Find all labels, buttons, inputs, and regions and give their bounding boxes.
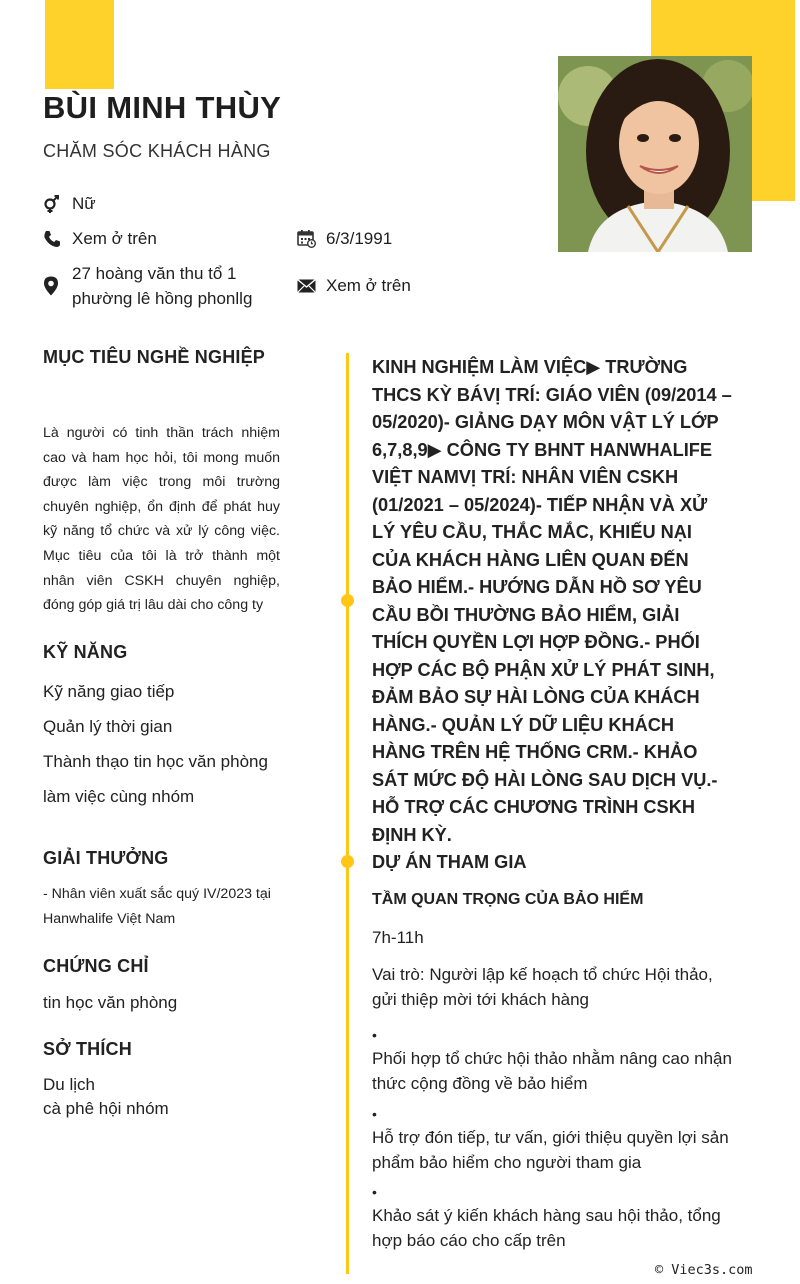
birthday-row xyxy=(297,226,392,251)
email-row xyxy=(297,273,411,298)
project-task-text: Hỗ trợ đón tiếp, tư vấn, giới thiệu quyền lợi sản phẩm bảo hiểm cho người tham gia xyxy=(372,1128,729,1172)
project-task-text: Khảo sát ý kiến khách hàng sau hội thảo, tổng hợp báo cáo cho cấp trên xyxy=(372,1206,721,1250)
calendar-icon xyxy=(297,226,317,251)
phone-icon xyxy=(43,226,63,251)
footer-watermark: © Viec3s.com xyxy=(655,1262,753,1278)
address-line-1: 27 hoàng văn thu tổ 1 xyxy=(72,264,237,283)
birthday-value: 6/3/1991 xyxy=(326,229,393,248)
hobby-item: Du lịch xyxy=(43,1075,95,1094)
project-task xyxy=(372,1102,732,1175)
email-value: Xem ở trên xyxy=(326,276,411,295)
profile-photo xyxy=(558,56,752,252)
award-text: - Nhân viên xuất sắc quý IV/2023 tại Hanwhalife Việt Nam xyxy=(43,886,271,927)
certificate-text: tin học văn phòng xyxy=(43,993,178,1012)
bullet-symbol: • xyxy=(372,1106,377,1122)
hobby-item: cà phê hội nhóm xyxy=(43,1099,169,1118)
mail-icon xyxy=(297,273,317,298)
objective-heading: MỤC TIÊU NGHỀ NGHIỆP xyxy=(43,347,266,367)
bullet-symbol: • xyxy=(372,1184,377,1200)
location-pin-icon xyxy=(43,261,63,311)
project-role: Vai trò: Người lập kế hoạch tổ chức Hội thảo, gửi thiệp mời tới khách hàng xyxy=(372,965,713,1009)
skill-item: Quản lý thời gian xyxy=(43,717,173,736)
timeline-dot xyxy=(341,855,354,868)
phone-row xyxy=(43,226,157,251)
certificates-heading: CHỨNG CHỈ xyxy=(43,956,149,976)
phone-value: Xem ở trên xyxy=(72,229,157,248)
gender-value: Nữ xyxy=(72,194,96,213)
project-task xyxy=(372,1023,732,1096)
projects-heading: DỰ ÁN THAM GIA xyxy=(372,852,527,872)
project-task-text: Phối hợp tổ chức hội thảo nhằm nâng cao nhận thức cộng đồng về bảo hiểm xyxy=(372,1049,732,1093)
profile-photo-illustration xyxy=(558,56,752,252)
decor-block-left xyxy=(45,0,114,89)
bullet-symbol: • xyxy=(372,1027,377,1043)
address-row xyxy=(43,261,252,311)
gender-icon xyxy=(43,191,63,216)
awards-heading: GIẢI THƯỞNG xyxy=(43,848,169,868)
skills-heading: KỸ NĂNG xyxy=(43,642,128,662)
skill-item: Thành thạo tin học văn phòng xyxy=(43,752,268,771)
hobbies-heading: SỞ THÍCH xyxy=(43,1039,132,1059)
project-time: 7h-11h xyxy=(372,928,424,947)
candidate-name: BÙI MINH THÙY xyxy=(43,90,282,125)
skills-list xyxy=(43,680,303,820)
address-line-2: phường lê hồng phonllg xyxy=(72,289,253,308)
hobbies-list xyxy=(43,1073,169,1121)
work-experience-text: KINH NGHIỆM LÀM VIỆC▶ TRƯỜNG THCS KỲ BÁVỊ TRÍ: GIÁO VIÊN (09/2014 – 05/2020)- GIẢNG DẠY MÔN VẬT LÝ LỚP 6,7,8,9▶ CÔNG TY BHNT HANWHALIFE VIỆT NAMVỊ TRÍ: NHÂN VIÊN CSKH (01/2021 – 05/2024)- TIẾP NHẬN VÀ XỬ LÝ YÊU CẦU, THẮC MẮC, KHIẾU NẠI CỦA KHÁCH HÀNG LIÊN QUAN ĐẾN BẢO HIỂM.- HƯỚNG DẪN HỒ SƠ YÊU CẦU BỒI THƯỜNG BẢO HIỂM, GIẢI THÍCH QUYỀN LỢI HỢP ĐỒNG.- PHỐI HỢP CÁC BỘ PHẬN XỬ LÝ PHÁT SINH, ĐẢM BẢO SỰ HÀI LÒNG CỦA KHÁCH HÀNG.- QUẢN LÝ DỮ LIỆU KHÁCH HÀNG TRÊN HỆ THỐNG CRM.- KHẢO SÁT MỨC ĐỘ HÀI LÒNG SAU DỊCH VỤ.- HỖ TRỢ CÁC CHƯƠNG TRÌNH CSKH ĐỊNH KỲ. xyxy=(372,357,732,845)
skill-item: làm việc cùng nhóm xyxy=(43,787,195,806)
timeline-line xyxy=(346,353,349,1274)
project-name: TẦM QUAN TRỌNG CỦA BẢO HIỂM xyxy=(372,891,644,908)
skill-item: Kỹ năng giao tiếp xyxy=(43,682,175,701)
project-task xyxy=(372,1180,732,1253)
timeline-dot xyxy=(341,594,354,607)
gender-row xyxy=(43,191,96,216)
objective-text: Là người có tinh thần trách nhiệm cao và ham học hỏi, tôi mong muốn được làm việc trong môi trường chuyên nghiệp, ổn định để phát huy kỹ năng tổ chức và xử lý công việc. Mục tiêu của tôi là trở thành một nhân viên CSKH chuyên nghiệp, đóng góp giá trị lâu dài cho công ty xyxy=(43,425,280,614)
job-title: CHĂM SÓC KHÁCH HÀNG xyxy=(43,141,271,161)
